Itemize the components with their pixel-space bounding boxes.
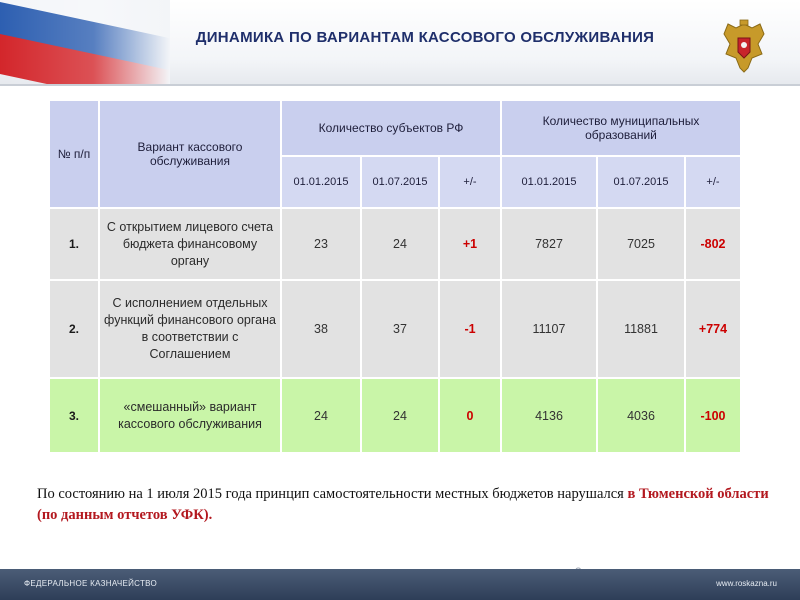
subjects-jan: 23 [281, 208, 361, 280]
header-subjects-date1: 01.01.2015 [281, 156, 361, 208]
header-num: № п/п [49, 100, 99, 208]
municipal-jan: 4136 [501, 378, 597, 453]
summary-note [37, 484, 772, 526]
coat-of-arms-icon [718, 18, 770, 74]
header-variant: Вариант кассового обслуживания [99, 100, 281, 208]
table-row [49, 280, 741, 378]
subjects-jan: 24 [281, 378, 361, 453]
subjects-diff: -1 [439, 280, 501, 378]
note-text: По состоянию на 1 июля 2015 года принцип самостоятельности местных бюджетов нарушался [37, 486, 624, 502]
header-municipal: Количество муниципальных образований [501, 100, 741, 156]
row-number: 2. [49, 280, 99, 378]
municipal-jul: 11881 [597, 280, 685, 378]
municipal-jul: 7025 [597, 208, 685, 280]
footer-organization: ФЕДЕРАЛЬНОЕ КАЗНАЧЕЙСТВО [24, 579, 158, 588]
municipal-diff: -100 [685, 378, 741, 453]
subjects-diff: +1 [439, 208, 501, 280]
slide-title: ДИНАМИКА ПО ВАРИАНТАМ КАССОВОГО ОБСЛУЖИВАНИЯ [195, 29, 655, 46]
header-subjects-date2: 01.07.2015 [361, 156, 439, 208]
note-highlight: в Тюменской области (по данным отчетов УФК). [37, 486, 769, 523]
subjects-jul: 24 [361, 378, 439, 453]
row-variant: «смешанный» вариант кассового обслуживания [99, 378, 281, 453]
header-divider [0, 84, 800, 86]
row-number: 1. [49, 208, 99, 280]
service-variants-table [48, 99, 740, 454]
header-municipal-date2: 01.07.2015 [597, 156, 685, 208]
row-number: 3. [49, 378, 99, 453]
municipal-jan: 11107 [501, 280, 597, 378]
row-variant: С исполнением отдельных функций финансового органа в соответствии с Соглашением [99, 280, 281, 378]
header-municipal-diff: +/- [685, 156, 741, 208]
russian-flag-decoration [0, 0, 170, 85]
header-subjects: Количество субъектов РФ [281, 100, 501, 156]
municipal-diff: -802 [685, 208, 741, 280]
subjects-jan: 38 [281, 280, 361, 378]
subjects-diff: 0 [439, 378, 501, 453]
slide-footer [0, 569, 800, 600]
municipal-jan: 7827 [501, 208, 597, 280]
subjects-jul: 37 [361, 280, 439, 378]
table-row [49, 378, 741, 453]
header-municipal-date1: 01.01.2015 [501, 156, 597, 208]
header-subjects-diff: +/- [439, 156, 501, 208]
municipal-jul: 4036 [597, 378, 685, 453]
municipal-diff: +774 [685, 280, 741, 378]
footer-website: www.roskazna.ru [716, 579, 777, 588]
slide-header [0, 0, 800, 85]
row-variant: С открытием лицевого счета бюджета финансовому органу [99, 208, 281, 280]
subjects-jul: 24 [361, 208, 439, 280]
table-row [49, 208, 741, 280]
